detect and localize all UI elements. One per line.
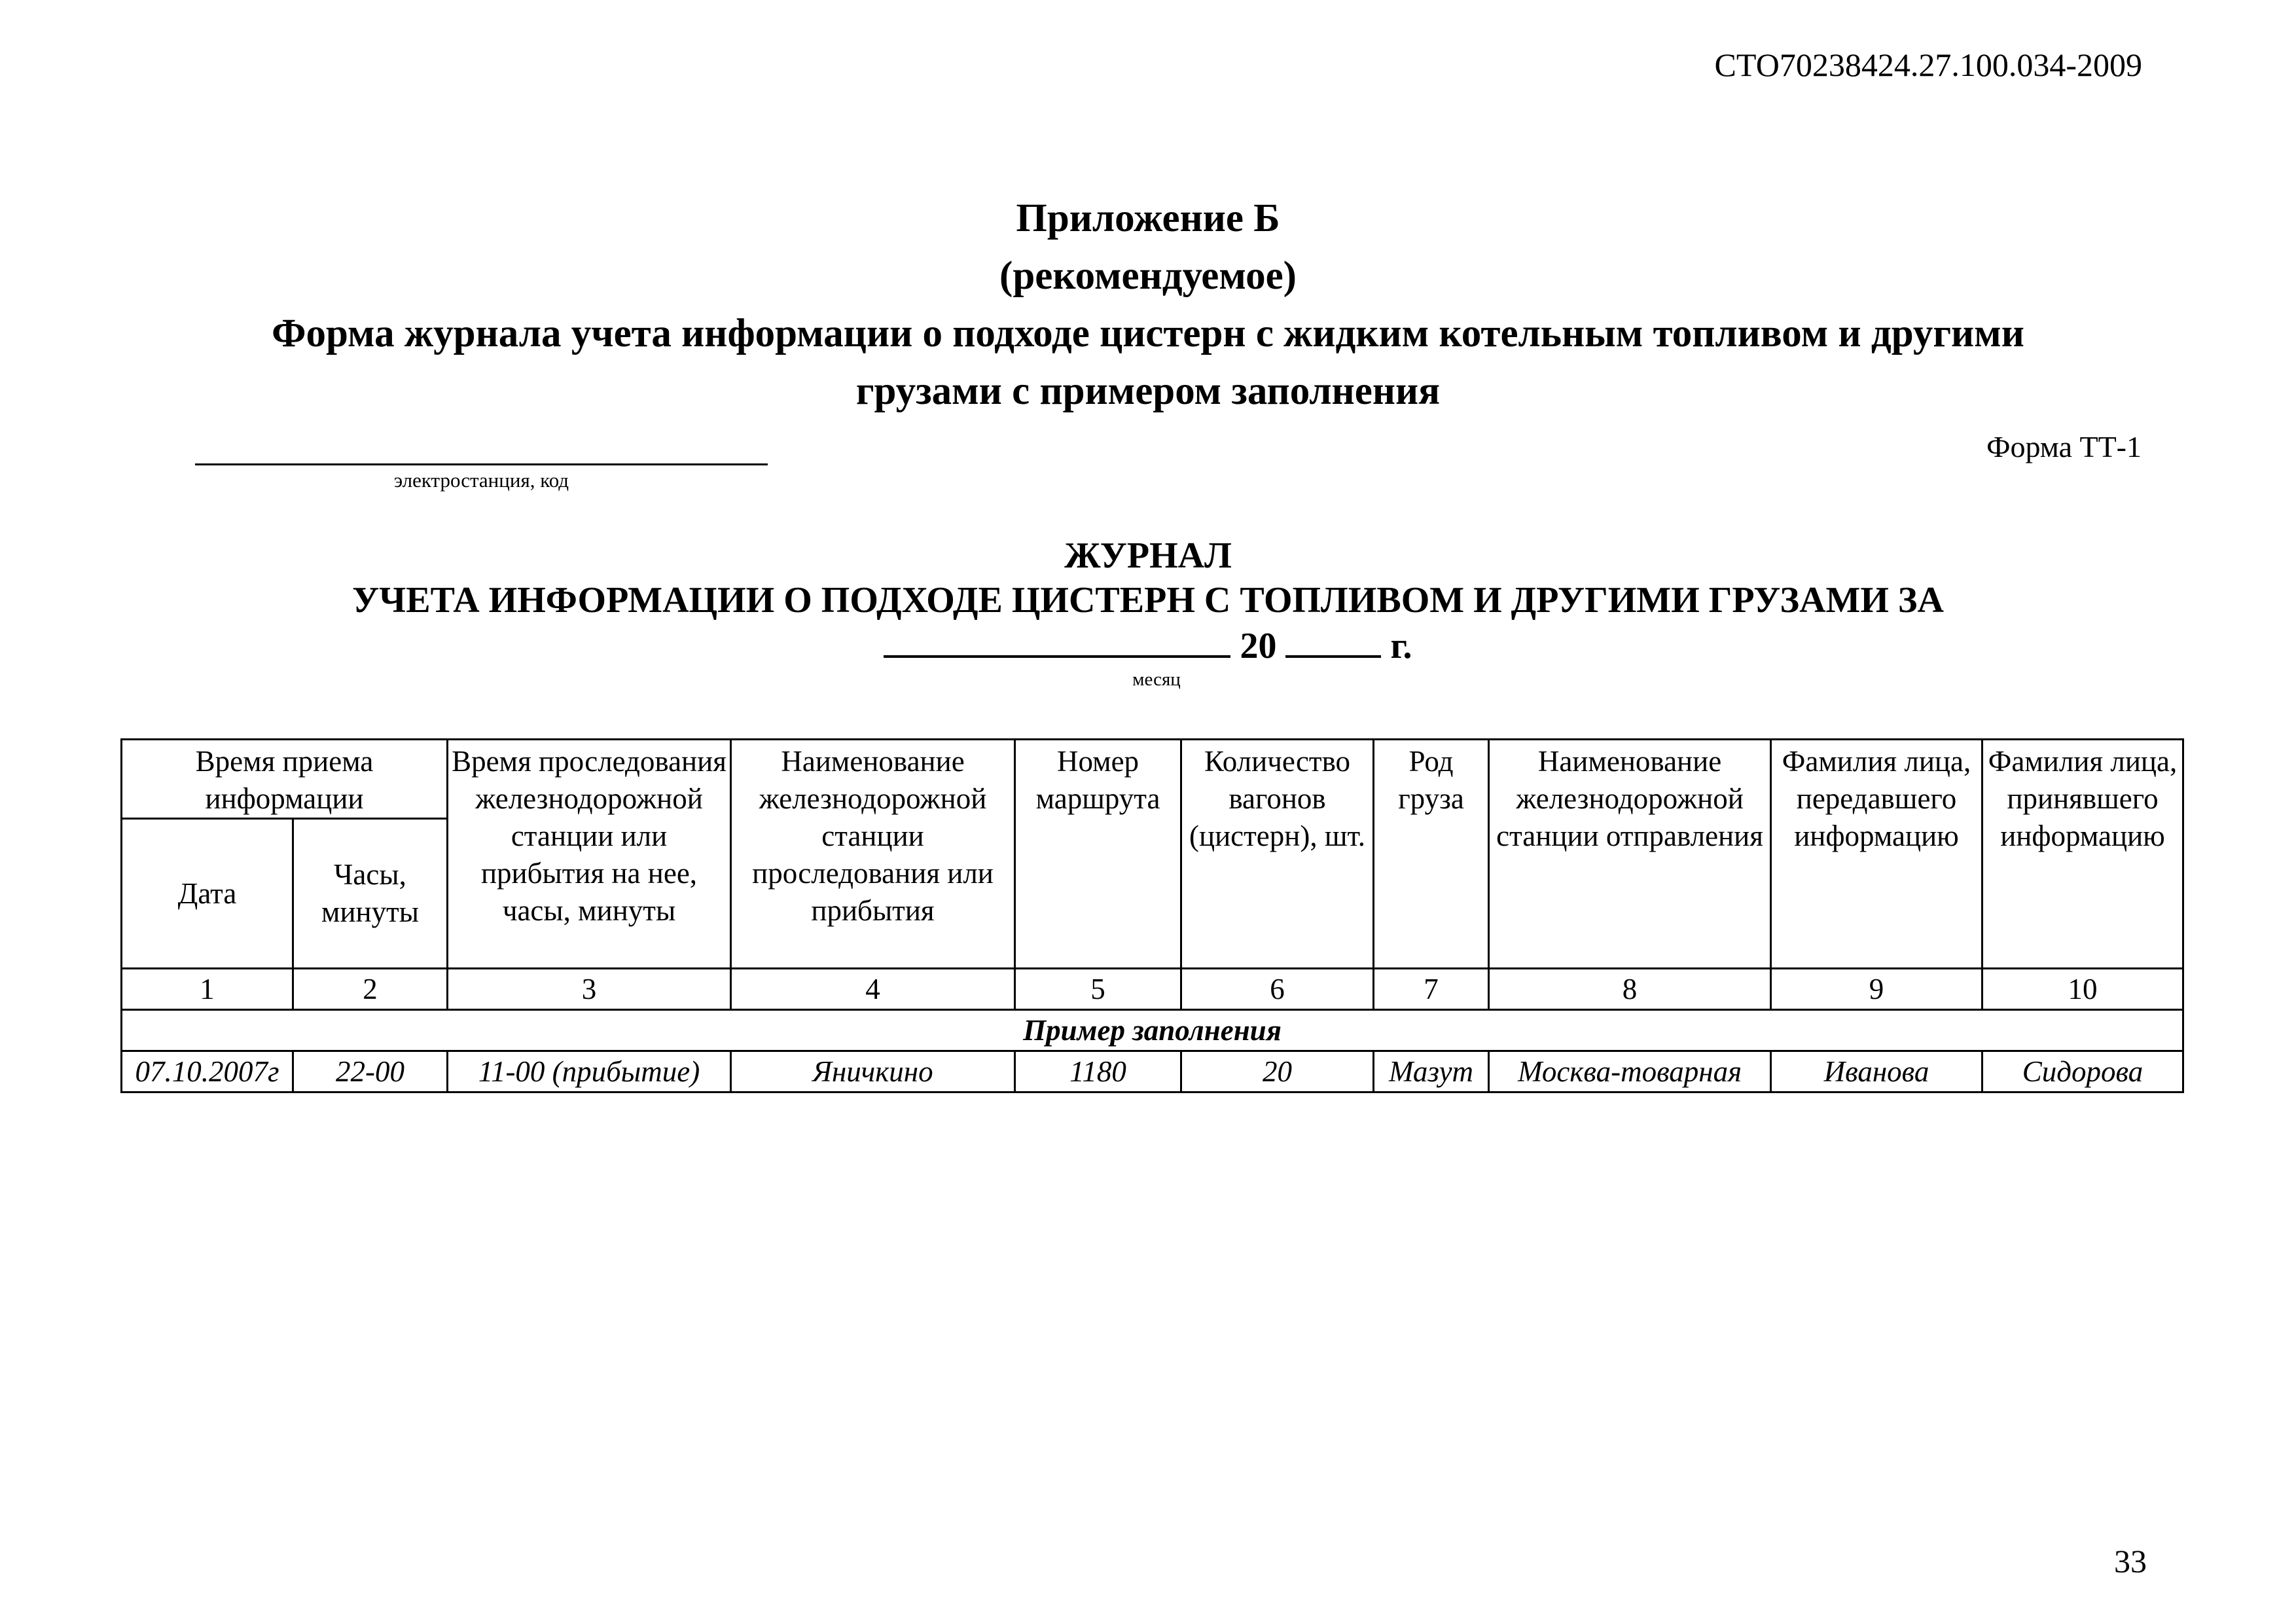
example-wagon-count: 20 [1181,1051,1374,1092]
example-cargo-type: Мазут [1374,1051,1489,1092]
example-title: Пример заполнения [122,1010,2183,1051]
example-date: 07.10.2007г [122,1051,293,1092]
header-route-number: Номер маршрута [1015,740,1181,969]
example-receiver: Сидорова [1982,1051,2183,1092]
example-sender: Иванова [1771,1051,1982,1092]
table-row [122,1051,2183,1092]
column-number: 5 [1015,969,1181,1010]
example-travel-time: 11-00 (прибытие) [448,1051,731,1092]
header-station-name: Наименование железнодорожной станции проследования или прибытия [731,740,1015,969]
appendix-status: (рекомендуемое) [999,254,1297,298]
month-blank [884,623,1230,658]
appendix-subtitle-line1: Форма журнала учета информации о подходе цистерн с жидким котельным топливом и другими [272,312,2024,355]
appendix-heading [0,190,2296,420]
column-number: 8 [1489,969,1771,1010]
column-number: 10 [1982,969,2183,1010]
column-number: 1 [122,969,293,1010]
document-code: СТО70238424.27.100.034-2009 [1714,46,2142,83]
header-receipt-time: Время приема информации [122,740,448,819]
journal-title-line1: ЖУРНАЛ [1064,535,1232,576]
year-blank [1285,623,1381,658]
column-number: 7 [1374,969,1489,1010]
example-departure-station: Москва-товарная [1489,1051,1771,1092]
example-station: Яничкино [731,1051,1015,1092]
column-number: 2 [293,969,448,1010]
appendix-subtitle-line2: грузами с примером заполнения [855,369,1441,413]
appendix-title: Приложение Б [1016,196,1280,240]
column-number: 9 [1771,969,1982,1010]
station-blank-line [195,463,768,465]
example-hours: 22-00 [293,1051,448,1092]
header-hours: Часы, минуты [293,819,448,969]
station-caption: электростанция, код [393,469,569,492]
header-cargo-type: Род груза [1374,740,1489,969]
header-departure-station: Наименование железнодорожной станции отправления [1489,740,1771,969]
header-receiver-name: Фамилия лица, принявшего информацию [1982,740,2183,969]
page-number: 33 [2114,1543,2147,1579]
form-label: Форма ТТ-1 [1986,430,2142,463]
header-travel-time: Время проследования железнодорожной станции или прибытия на нее, часы, минуты [448,740,731,969]
column-number: 4 [731,969,1015,1010]
year-prefix: 20 [1240,626,1277,666]
year-suffix: г. [1390,626,1412,666]
journal-title [0,533,2296,668]
journal-table [120,738,2184,1093]
example-route-number: 1180 [1015,1051,1181,1092]
column-number: 6 [1181,969,1374,1010]
column-number: 3 [448,969,731,1010]
journal-period-line [0,623,2296,668]
month-caption: месяц [1132,669,1181,690]
header-date: Дата [122,819,293,969]
header-wagon-count: Количество вагонов (цистерн), шт. [1181,740,1374,969]
journal-title-line2: УЧЕТА ИНФОРМАЦИИ О ПОДХОДЕ ЦИСТЕРН С ТОПЛИВОМ И ДРУГИМИ ГРУЗАМИ ЗА [352,580,1944,621]
header-sender-name: Фамилия лица, передавшего информацию [1771,740,1982,969]
